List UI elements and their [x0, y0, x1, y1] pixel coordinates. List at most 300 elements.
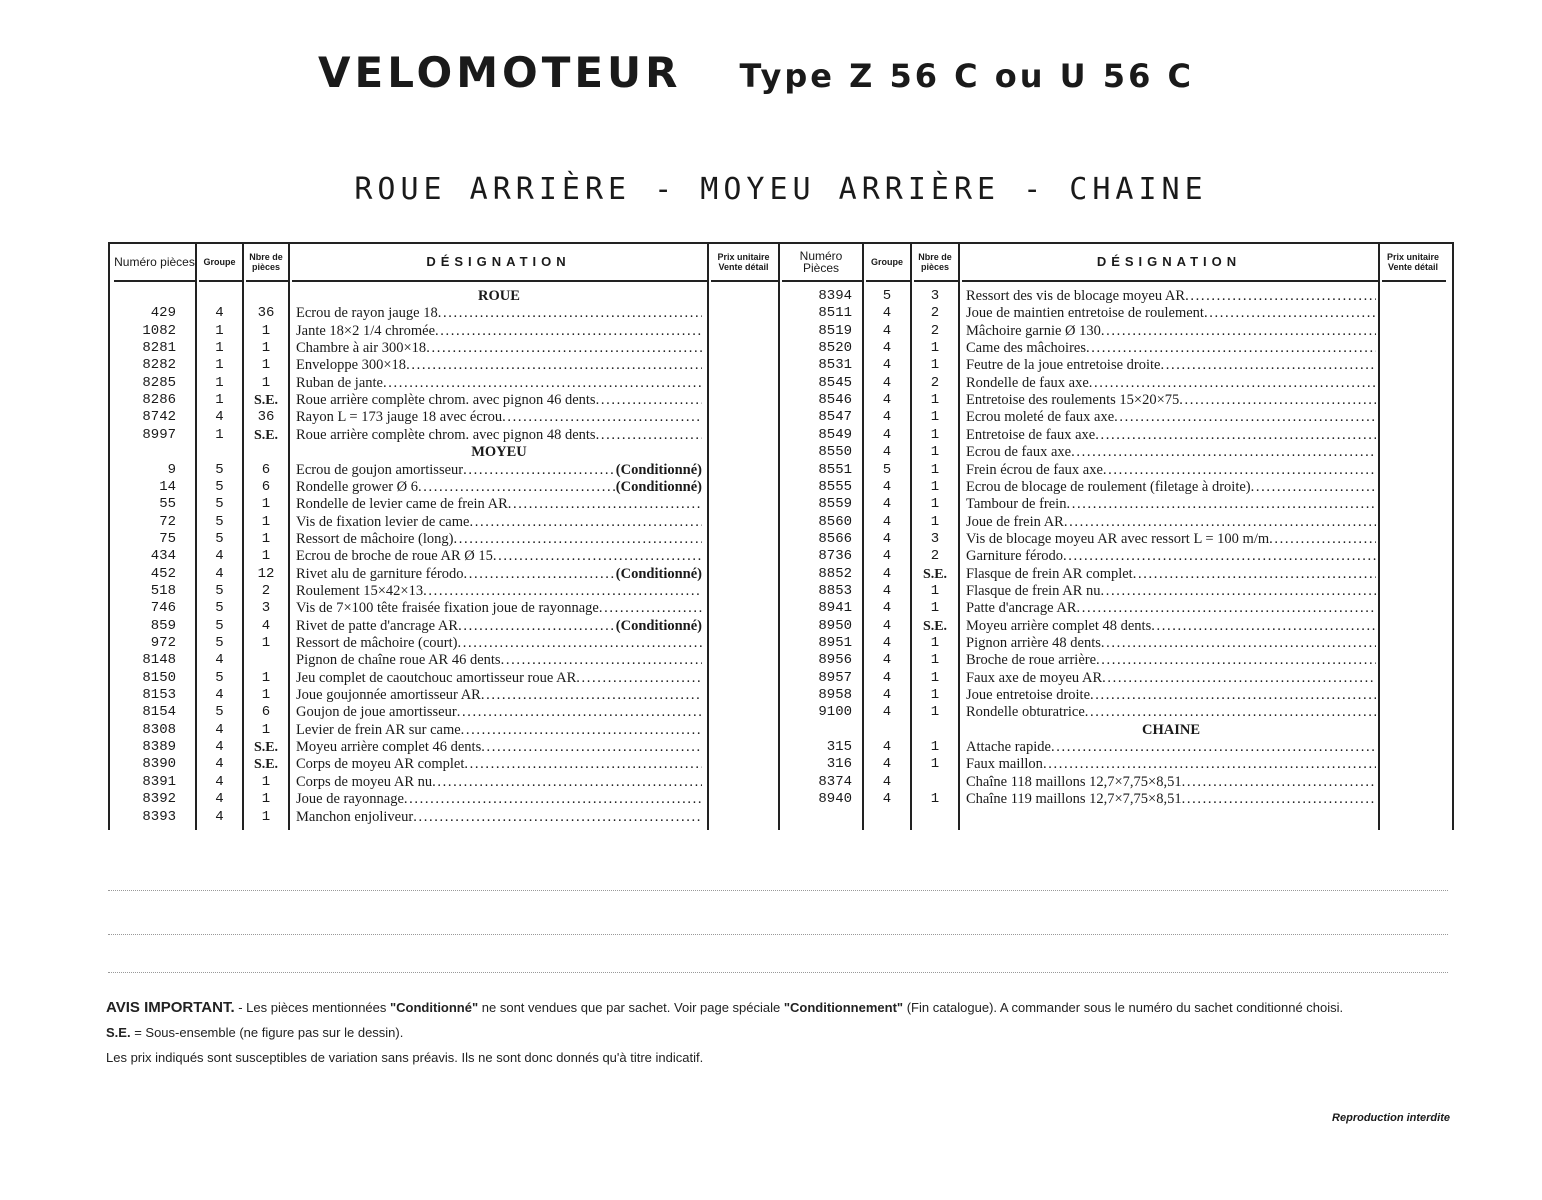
designation-text: Ecrou de goujon amortisseur [296, 461, 464, 478]
quantity-value: 1 [261, 808, 271, 825]
quantity-value: 1 [261, 635, 271, 651]
designation [296, 479, 702, 496]
header-numero: Numéro pièces [114, 255, 195, 269]
leader-dots [1182, 791, 1376, 808]
table-row [780, 791, 1380, 808]
table-row [780, 566, 1380, 583]
group-value: 5 [215, 582, 224, 599]
designation [296, 496, 702, 513]
part-number: 55 [159, 496, 176, 513]
group-value: 4 [882, 478, 892, 495]
group-value: 5 [882, 288, 892, 304]
designation-text: Ecrou de broche de roue AR Ø 15 [296, 548, 493, 565]
part-number: 8286 [142, 392, 176, 409]
designation [966, 375, 1376, 392]
quantity-value: 1 [261, 791, 271, 808]
designation-text: Feutre de la joue entretoise droite [966, 357, 1161, 374]
designation [296, 600, 702, 617]
part-number: 8956 [818, 652, 852, 669]
designation [966, 305, 1376, 322]
designation-text: Vis de blocage moyeu AR avec ressort L = 100 m/m [966, 530, 1270, 547]
part-number: 14 [159, 478, 176, 495]
group-value: 4 [882, 565, 892, 582]
header-nbre-right: Nbre de pièces [918, 252, 952, 272]
part-number: 8531 [818, 357, 852, 374]
group-value: 4 [215, 687, 224, 704]
table-row [780, 444, 1380, 461]
leader-dots [457, 635, 702, 652]
designation-text: Goujon de joue amortisseur [296, 704, 457, 721]
quantity-value: 6 [261, 704, 271, 721]
table-row [780, 392, 1380, 409]
designation [296, 427, 702, 444]
designation [296, 305, 702, 322]
table-row [110, 635, 710, 652]
part-number: 8282 [142, 357, 176, 374]
group-value: 4 [882, 340, 892, 357]
part-number: 8154 [142, 704, 176, 721]
leader-dots [1043, 756, 1376, 773]
quantity-value: 1 [261, 357, 271, 374]
quantity-value: 1 [930, 496, 940, 513]
part-number: 518 [150, 582, 176, 599]
table-row [110, 739, 710, 756]
part-number: 8736 [818, 548, 852, 565]
table-row [780, 687, 1380, 704]
designation [966, 635, 1376, 652]
part-number: 8520 [818, 340, 852, 357]
table-row [780, 618, 1380, 635]
quantity-value: S.E. [253, 740, 279, 756]
group-value: 4 [215, 756, 224, 773]
table-row [780, 305, 1380, 322]
designation [966, 479, 1376, 496]
part-number: 8957 [818, 669, 852, 686]
designation-text: Came des mâchoires [966, 340, 1086, 357]
part-number: 8519 [818, 322, 852, 339]
se-label: S.E. [106, 1025, 131, 1040]
designation-text: Joue de maintien entretoise de roulement [966, 305, 1204, 322]
avis-text: - Les pièces mentionnées [234, 1000, 390, 1015]
quantity-value: 1 [261, 548, 271, 565]
group-value: 4 [882, 773, 892, 790]
se-text: = Sous-ensemble (ne figure pas sur le dessin). [130, 1025, 404, 1040]
designation [296, 531, 702, 548]
designation-text: Rondelle de levier came de frein AR [296, 496, 508, 513]
table-row [110, 652, 710, 669]
table-row [780, 635, 1380, 652]
quantity-value: 4 [261, 617, 271, 634]
designation [966, 652, 1376, 669]
table-row [110, 566, 710, 583]
designation [966, 514, 1376, 531]
header-underline [114, 280, 195, 282]
header-underline [292, 280, 707, 282]
quantity-value: 1 [261, 513, 271, 530]
designation-text: Roulement 15×42×13 [296, 582, 424, 599]
leader-dots [596, 392, 702, 409]
header-nbre: Nbre de pièces [249, 252, 283, 272]
designation [966, 288, 1376, 305]
part-number: 8853 [818, 582, 852, 599]
designation-text: Levier de frein AR sur came [296, 721, 461, 738]
part-number: 8852 [818, 565, 852, 582]
table-row [780, 756, 1380, 773]
table-row [780, 409, 1380, 426]
leader-dots [1051, 739, 1376, 756]
conditionne-flag: (Conditionné) [615, 617, 702, 634]
group-value: 4 [882, 374, 892, 391]
header-underline [914, 280, 958, 282]
group-value: 4 [882, 687, 892, 704]
designation [296, 357, 702, 374]
leader-dots [413, 809, 702, 826]
group-value: 5 [882, 461, 892, 478]
designation-text: Entretoise de faux axe [966, 426, 1096, 443]
leader-dots [481, 739, 702, 756]
notes [106, 1000, 1451, 1075]
leader-dots [1096, 652, 1376, 669]
section-label: ROUE [478, 288, 520, 304]
designation [966, 496, 1376, 513]
part-number: 9100 [818, 704, 852, 721]
designation-text: Rayon L = 173 jauge 18 avec écrou [296, 409, 503, 426]
avis-text: (Fin catalogue). A commander sous le numéro du sachet conditionné choisi. [903, 1000, 1344, 1015]
reproduction-notice: Reproduction interdite [1332, 1112, 1450, 1124]
header-groupe: Groupe [203, 257, 236, 267]
part-number: 8545 [818, 374, 852, 391]
quantity-value: 2 [930, 322, 940, 339]
table-row [110, 357, 710, 374]
leader-dots [1204, 305, 1376, 322]
header-underline [199, 280, 242, 282]
leader-dots [1182, 774, 1376, 791]
table-row [780, 583, 1380, 600]
designation [296, 739, 702, 756]
section-heading [110, 444, 710, 461]
leader-dots [1133, 566, 1376, 583]
table-row [110, 704, 710, 721]
quantity-value: 1 [930, 340, 940, 357]
quantity-value: 2 [930, 548, 940, 565]
leader-dots [1101, 323, 1376, 340]
table-row [780, 427, 1380, 444]
leader-dots [1064, 514, 1376, 531]
group-value: 4 [882, 669, 892, 686]
blank-line [108, 972, 1448, 973]
group-value: 1 [215, 392, 224, 409]
leader-dots [596, 427, 702, 444]
group-value: 4 [215, 791, 224, 808]
part-number: 429 [150, 305, 176, 322]
designation-text: Rivet alu de garniture férodo [296, 565, 464, 582]
avis-text: ne sont vendues que par sachet. Voir page spéciale [478, 1000, 784, 1015]
designation [296, 566, 702, 583]
designation [966, 444, 1376, 461]
group-value: 4 [882, 600, 892, 617]
group-value: 4 [215, 721, 224, 738]
group-value: 4 [882, 548, 892, 565]
blank-line [108, 934, 1448, 935]
quantity-value: 1 [930, 478, 940, 495]
leader-dots [383, 375, 702, 392]
header-underline [246, 280, 288, 282]
group-value: 4 [215, 305, 224, 322]
designation [296, 323, 702, 340]
table-row [110, 756, 710, 773]
designation-text: Ecrou de faux axe [966, 444, 1072, 461]
designation [966, 340, 1376, 357]
leader-dots [1086, 340, 1376, 357]
section-subtitle: ROUE ARRIÈRE - MOYEU ARRIÈRE - CHAINE [354, 172, 1208, 207]
designation-text: Patte d'ancrage AR [966, 600, 1077, 617]
table-row [110, 514, 710, 531]
part-number: 8392 [142, 791, 176, 808]
group-value: 4 [882, 704, 892, 721]
designation [296, 809, 702, 826]
group-value: 4 [882, 635, 892, 651]
designation-text: Ecrou moleté de faux axe [966, 409, 1115, 426]
leader-dots [1185, 288, 1376, 305]
designation-text: Tambour de frein [966, 496, 1067, 513]
group-value: 4 [882, 530, 892, 547]
designation-text: Pignon de chaîne roue AR 46 dents [296, 652, 501, 669]
part-number: 8559 [818, 496, 852, 513]
designation-text: Roue arrière complète chrom. avec pignon 48 dents [296, 426, 596, 443]
header-underline [782, 280, 862, 282]
table-row [110, 548, 710, 565]
header-prix: Prix unitaire Vente détail [717, 252, 770, 272]
group-value: 4 [882, 582, 892, 599]
table-row [110, 340, 710, 357]
table-row [780, 739, 1380, 756]
designation-text: Manchon enjoliveur [296, 808, 414, 825]
group-value: 1 [215, 340, 224, 357]
conditionne-flag: (Conditionné) [615, 478, 702, 495]
leader-dots [464, 756, 702, 773]
part-number: 8511 [818, 305, 852, 322]
designation-text: Ecrou de blocage de roulement (filetage à droite) [966, 478, 1251, 495]
designation-text: Moyeu arrière complet 48 dents [966, 617, 1152, 634]
designation-text: Ressort de mâchoire (court) [296, 635, 458, 651]
designation [296, 687, 702, 704]
leader-dots [1085, 704, 1376, 721]
designation-text: Rondelle grower Ø 6 [296, 478, 419, 495]
group-value: 5 [215, 530, 224, 547]
table-row [780, 652, 1380, 669]
table-row [780, 375, 1380, 392]
part-number: 1082 [142, 322, 176, 339]
part-number: 316 [826, 756, 852, 773]
table-row [110, 809, 710, 826]
part-number: 8551 [818, 461, 852, 478]
part-number: 8546 [818, 392, 852, 409]
header-prix-right: Prix unitaire Vente détail [1386, 252, 1440, 272]
leader-dots [1071, 444, 1376, 461]
group-value: 4 [215, 409, 224, 426]
part-number: 452 [150, 565, 176, 582]
part-number: 8281 [142, 340, 176, 357]
quantity-value: 6 [261, 478, 271, 495]
group-value: 4 [215, 808, 224, 825]
designation-text: Chaîne 118 maillons 12,7×7,75×8,51 [966, 773, 1182, 790]
designation [966, 618, 1376, 635]
table-row [110, 722, 710, 739]
header-underline [962, 280, 1378, 282]
part-number: 8941 [818, 600, 852, 617]
designation [296, 392, 702, 409]
designation [966, 791, 1376, 808]
conditionne-flag: (Conditionné) [615, 461, 702, 478]
group-value: 1 [215, 357, 224, 374]
designation-text: Pignon arrière 48 dents [966, 635, 1101, 651]
part-number: 8394 [818, 288, 852, 304]
part-number: 75 [159, 530, 176, 547]
designation-text: Garniture férodo [966, 548, 1064, 565]
designation-text: Joue entretoise droite [966, 687, 1091, 704]
table-row [110, 427, 710, 444]
title-main: VELOMOTEUR [318, 48, 682, 97]
group-value: 1 [215, 374, 224, 391]
group-value: 4 [882, 652, 892, 669]
header-designation-right: DÉSIGNATION [1096, 254, 1242, 269]
part-number: 859 [150, 617, 176, 634]
quantity-value: 1 [930, 461, 940, 478]
group-value: 4 [882, 739, 892, 756]
part-number: 972 [150, 635, 176, 651]
designation [966, 409, 1376, 426]
group-value: 5 [215, 669, 224, 686]
leader-dots [1095, 427, 1376, 444]
table-row [110, 531, 710, 548]
designation-text: Moyeu arrière complet 46 dents [296, 739, 482, 756]
header-underline [866, 280, 910, 282]
title-type: Type Z 56 C ou U 56 C [739, 57, 1194, 95]
designation-text: Corps de moyeu AR complet [296, 756, 465, 773]
leader-dots [1151, 618, 1376, 635]
designation [296, 618, 702, 635]
table-row [780, 288, 1380, 305]
leader-dots [1101, 583, 1376, 600]
part-number: 72 [159, 513, 176, 530]
table-row [110, 687, 710, 704]
quantity-value: 1 [261, 721, 271, 738]
quantity-value: S.E. [922, 618, 948, 634]
leader-dots [1089, 375, 1376, 392]
avis-conditionne: "Conditionné" [390, 1000, 479, 1015]
designation-text: Attache rapide [966, 739, 1051, 756]
leader-dots [1269, 531, 1376, 548]
quantity-value: S.E. [253, 757, 279, 773]
table-row [110, 618, 710, 635]
quantity-value: 6 [261, 461, 271, 478]
table-row [110, 583, 710, 600]
leader-dots [435, 323, 702, 340]
quantity-value: 1 [930, 426, 940, 443]
leader-dots [1103, 462, 1376, 479]
part-number: 8940 [818, 791, 852, 808]
group-value: 5 [215, 496, 224, 513]
designation-text: Faux axe de moyeu AR [966, 669, 1103, 686]
table-row [780, 462, 1380, 479]
designation-text: Rivet de patte d'ancrage AR [296, 617, 459, 634]
part-number: 8951 [818, 635, 852, 651]
group-value: 4 [215, 739, 224, 756]
group-value: 4 [882, 409, 892, 426]
group-value: 4 [215, 565, 224, 582]
part-number: 8997 [142, 426, 176, 443]
quantity-value: 1 [930, 513, 940, 530]
leader-dots [453, 531, 702, 548]
table-row [780, 357, 1380, 374]
leader-dots [502, 409, 702, 426]
table-row [110, 774, 710, 791]
quantity-value: 1 [930, 409, 940, 426]
header-underline [1382, 280, 1446, 282]
part-number: 8547 [818, 409, 852, 426]
conditionne-flag: (Conditionné) [615, 565, 702, 582]
leader-dots [599, 600, 702, 617]
designation-text: Rondelle obturatrice [966, 704, 1085, 721]
designation [296, 409, 702, 426]
part-number: 8566 [818, 530, 852, 547]
table-row [110, 375, 710, 392]
quantity-value: S.E. [253, 427, 279, 443]
section-heading [780, 722, 1380, 739]
leader-dots [463, 462, 616, 479]
quantity-value: 2 [930, 374, 940, 391]
quantity-value: 1 [261, 496, 271, 513]
leader-dots [1090, 687, 1376, 704]
avis-conditionnement: "Conditionnement" [783, 1000, 904, 1015]
leader-dots [1251, 479, 1376, 496]
header-numero-right: Numéro Pièces [799, 249, 843, 275]
table-row [110, 462, 710, 479]
quantity-value: 1 [930, 582, 940, 599]
designation [296, 774, 702, 791]
table-row [780, 479, 1380, 496]
leader-dots [438, 305, 702, 322]
quantity-value: 1 [930, 669, 940, 686]
designation [966, 566, 1376, 583]
quantity-value: 1 [930, 756, 940, 773]
designation-text: Ruban de jante [296, 374, 383, 391]
quantity-value: 1 [930, 739, 940, 756]
designation [296, 514, 702, 531]
leader-dots [1179, 392, 1376, 409]
designation [966, 531, 1376, 548]
part-number: 8391 [142, 773, 176, 790]
designation [966, 462, 1376, 479]
quantity-value: S.E. [922, 566, 948, 582]
designation-text: Chambre à air 300×18 [296, 340, 427, 357]
avis-label: AVIS IMPORTANT. [106, 999, 235, 1016]
part-number: 8958 [818, 687, 852, 704]
part-number: 8393 [142, 808, 176, 825]
designation-text: Broche de roue arrière [966, 652, 1097, 669]
quantity-value: 1 [261, 374, 271, 391]
designation-text: Frein écrou de faux axe [966, 461, 1103, 478]
table-row [110, 791, 710, 808]
designation [296, 704, 702, 721]
part-number: 9 [167, 461, 176, 478]
table-row [110, 670, 710, 687]
leader-dots [461, 722, 702, 739]
leader-dots [1063, 548, 1376, 565]
designation [296, 652, 702, 669]
group-value: 4 [882, 496, 892, 513]
section-heading [110, 288, 710, 305]
